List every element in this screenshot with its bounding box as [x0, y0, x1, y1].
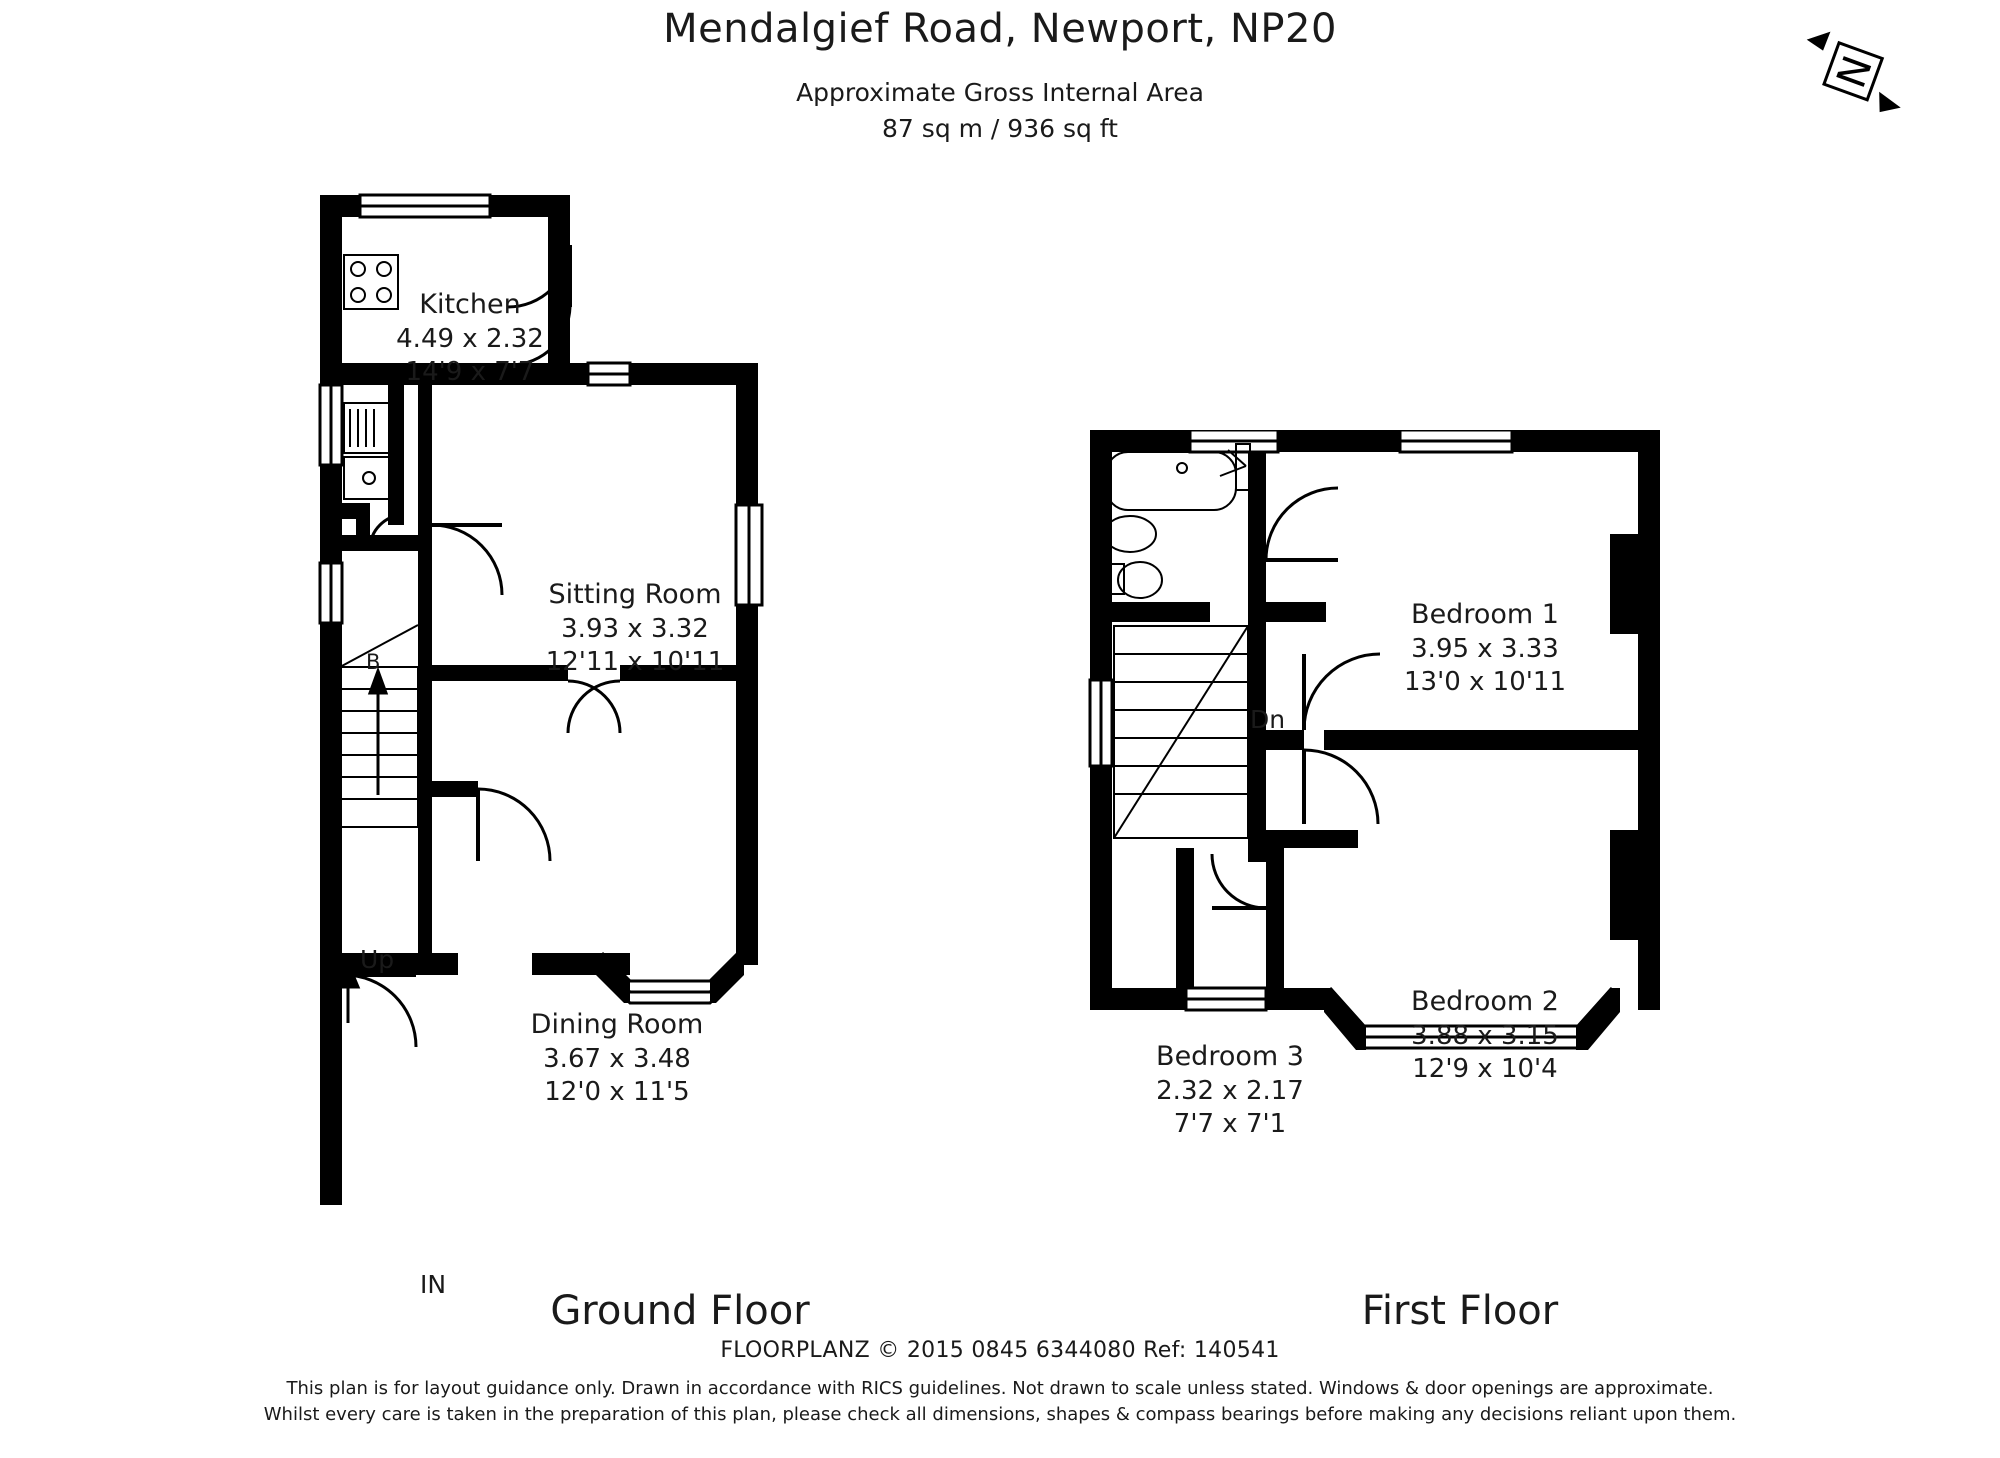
footer-brand: FLOORPLANZ © 2015 0845 6344080 Ref: 140541: [720, 1338, 1280, 1363]
footer-disclaimer-line-1: This plan is for layout guidance only. Drawn in accordance with RICS guidelines. Not drawn to scale unless stated. Windows & door openings are approximate.: [286, 1378, 1714, 1399]
first-floor-plan: [1080, 430, 1700, 1080]
room-label-kitchen: Kitchen 4.49 x 2.32 14'9 x 7'7: [396, 289, 544, 387]
room-label-sitting-room: Sitting Room 3.93 x 3.32 12'11 x 10'11: [545, 579, 725, 677]
area-value: 87 sq m / 936 sq ft: [882, 114, 1118, 143]
room-label-bedroom-3: Bedroom 3 2.32 x 2.17 7'7 x 7'1: [1156, 1041, 1304, 1139]
stairs-up-label: Up: [360, 945, 395, 974]
ground-floor-title: Ground Floor: [550, 1288, 810, 1334]
room-label-bedroom-1: Bedroom 1 3.95 x 3.33 13'0 x 10'11: [1403, 599, 1566, 697]
stairs-down-label: Dn: [1250, 705, 1286, 734]
page-title: Mendalgief Road, Newport, NP20: [663, 6, 1337, 52]
boiler-label: B: [366, 650, 381, 674]
room-label-bedroom-2: Bedroom 2 3.88 x 3.15 12'9 x 10'4: [1411, 986, 1559, 1084]
room-label-dining-room: Dining Room 3.67 x 3.48 12'0 x 11'5: [530, 1009, 704, 1107]
entrance-label: IN: [420, 1270, 447, 1299]
svg-text:N: N: [1825, 49, 1879, 93]
footer-disclaimer-line-2: Whilst every care is taken in the preparation of this plan, please check all dimensions, shapes & compass bearings before making any decisions reliant upon them.: [263, 1404, 1737, 1425]
area-caption: Approximate Gross Internal Area: [796, 78, 1204, 107]
compass-rose: [1790, 22, 1920, 122]
first-floor-title: First Floor: [1361, 1288, 1559, 1334]
